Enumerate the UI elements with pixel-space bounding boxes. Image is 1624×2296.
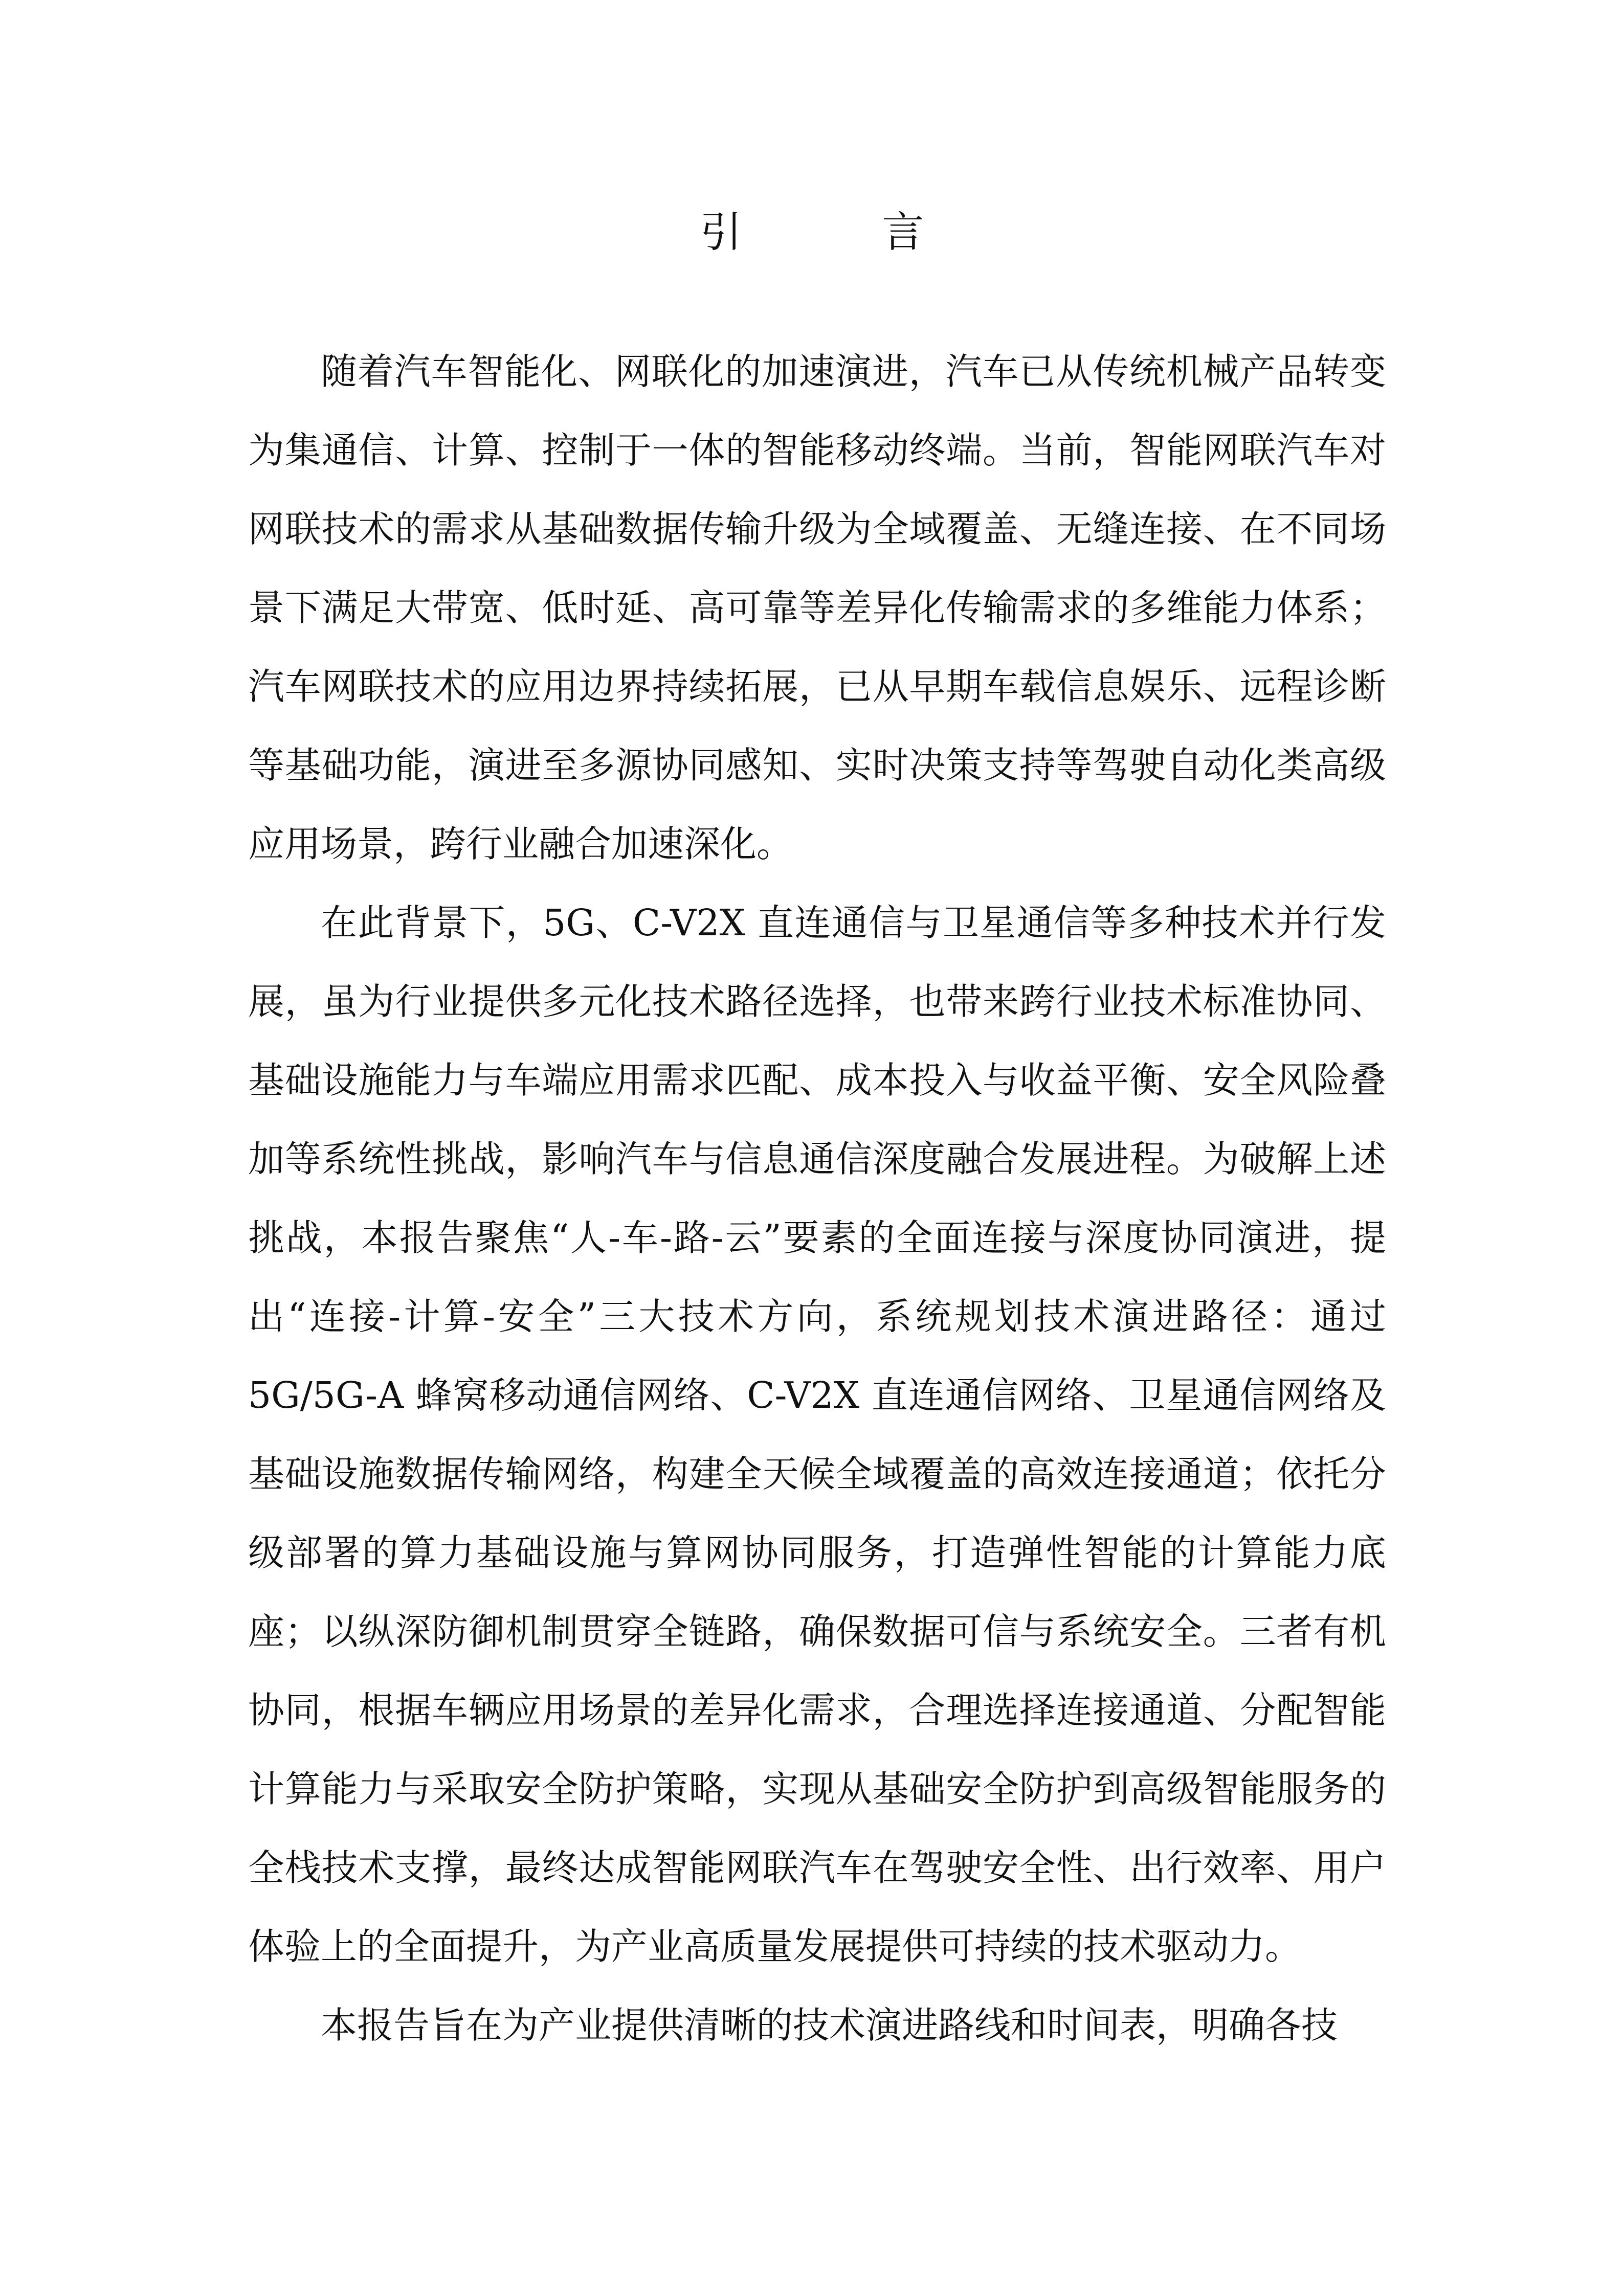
paragraph-2: 在此背景下，5G、C-V2X 直连通信与卫星通信等多种技术并行发展，虽为行业提供多元化技术路径选择，也带来跨行业技术标准协同、基础设施能力与车端应用需求匹配、成本投入与收益平衡、安全风险叠加等系统性挑战，影响汽车与信息通信深度融合发展进程。为破解上述挑战，本报告聚焦“人-车-路-云”要素的全面连接与深度协同演进，提出“连接-计算-安全”三大技术方向，系统规划技术演进路径：通过 5G/5G-A 蜂窝移动通信网络、C-V2X 直连通信网络、卫星通信网络及基础设施数据传输网络，构建全天候全域覆盖的高效连接通道；依托分级部署的算力基础设施与算网协同服务，打造弹性智能的计算能力底座；以纵深防御机制贯穿全链路，确保数据可信与系统安全。三者有机协同，根据车辆应用场景的差异化需求，合理选择连接通道、分配智能计算能力与采取安全防护策略，实现从基础安全防护到高级智能服务的全栈技术支撑，最终达成智能网联汽车在驾驶安全性、出行效率、用户体验上的全面提升，为产业高质量发展提供可持续的技术驱动力。 — [248, 902, 1386, 1968]
paragraph-1: 随着汽车智能化、网联化的加速演进，汽车已从传统机械产品转变为集通信、计算、控制于一体的智能移动终端。当前，智能网联汽车对网联技术的需求从基础数据传输升级为全域覆盖、无缝连接、在不同场景下满足大带宽、低时延、高可靠等差异化传输需求的多维能力体系；汽车网联技术的应用边界持续拓展，已从早期车载信息娱乐、远程诊断等基础功能，演进至多源协同感知、实时决策支持等驾驶自动化类高级应用场景，跨行业融合加速深化。 — [248, 350, 1386, 865]
paragraph-3: 本报告旨在为产业提供清晰的技术演进路线和时间表，明确各技 — [321, 2004, 1338, 2046]
document-body — [248, 332, 1386, 2065]
page-title: 引 言 — [700, 208, 973, 257]
